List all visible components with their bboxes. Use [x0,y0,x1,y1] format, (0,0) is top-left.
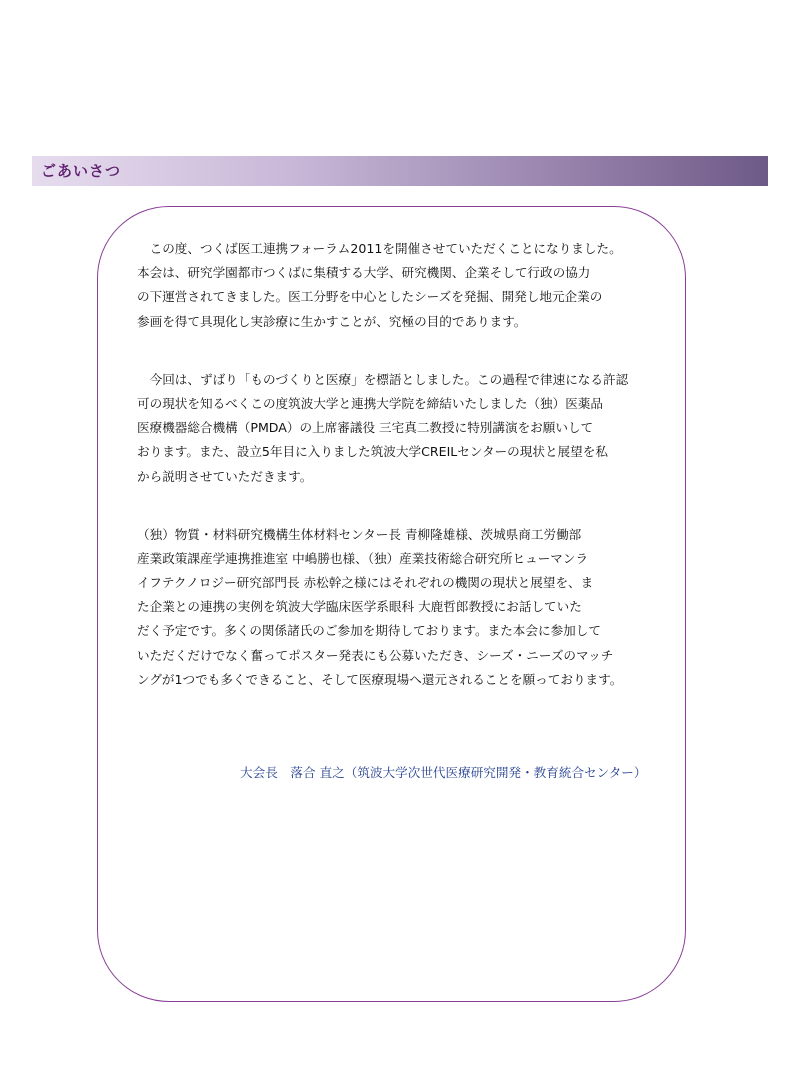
paragraph-line: 本会は、研究学園都市つくばに集積する大学、研究機関、企業そして行政の協力 [137,265,591,281]
greeting-paragraph-2 [137,368,677,489]
signature-line: 大会長 落合 直之（筑波大学次世代医療研究開発・教育統合センター） [240,765,647,780]
paragraph-line: （独）物質・材料研究機構生体材料センター長 青柳隆雄様、茨城県商工労働部 [137,526,582,542]
paragraph-line: 医療機器総合機構（PMDA）の上席審議役 三宅真二教授に特別講演をお願いして [137,420,594,436]
paragraph-line: 産業政策課産学連携推進室 中嶋勝也様、（独）産業技術総合研究所ヒューマンラ [137,550,589,566]
paragraph-line: おります。また、設立5年目に入りました筑波大学CREILセンターの現状と展望を私 [137,444,608,460]
paragraph-line: この度、つくば医工連携フォーラム2011を開催させていただくことになりました。 [137,241,622,256]
greeting-body [137,237,677,692]
paragraph-line: た企業との連携の実例を筑波大学臨床医学系眼科 大鹿哲郎教授にお話していた [137,599,582,615]
paragraph-spacer [137,334,677,368]
paragraph-line: 可の現状を知るべくこの度筑波大学と連携大学院を締結いたしました（独）医薬品 [137,395,603,411]
paragraph-line: イフテクノロジー研究部門長 赤松幹之様にはそれぞれの機関の現状と展望を、ま [137,575,594,591]
greeting-paragraph-3 [137,523,677,692]
paragraph-line: ングが1つでも多くできること、そして医療現場へ還元されることを願っております。 [137,671,623,687]
paragraph-line: だく予定です。多くの関係諸氏のご参加を期待しております。また本会に参加して [137,623,601,639]
paragraph-line: の下運営されてきました。医工分野を中心としたシーズを発掘、開発し地元企業の [137,289,603,305]
paragraph-line: いただくだけでなく奮ってポスター発表にも公募いただき、シーズ・ニーズのマッチ [137,647,614,663]
paragraph-line: 今回は、ずばり「ものづくりと医療」を標語としました。この過程で律速になる許認 [137,371,629,387]
section-header-bar [32,156,768,186]
paragraph-line: から説明させていただきます。 [137,468,313,484]
greeting-paragraph-1 [137,237,677,334]
section-title: ごあいさつ [41,162,122,180]
paragraph-line: 参画を得て具現化し実診療に生かすことが、究極の目的であります。 [137,313,527,329]
paragraph-spacer [137,489,677,523]
